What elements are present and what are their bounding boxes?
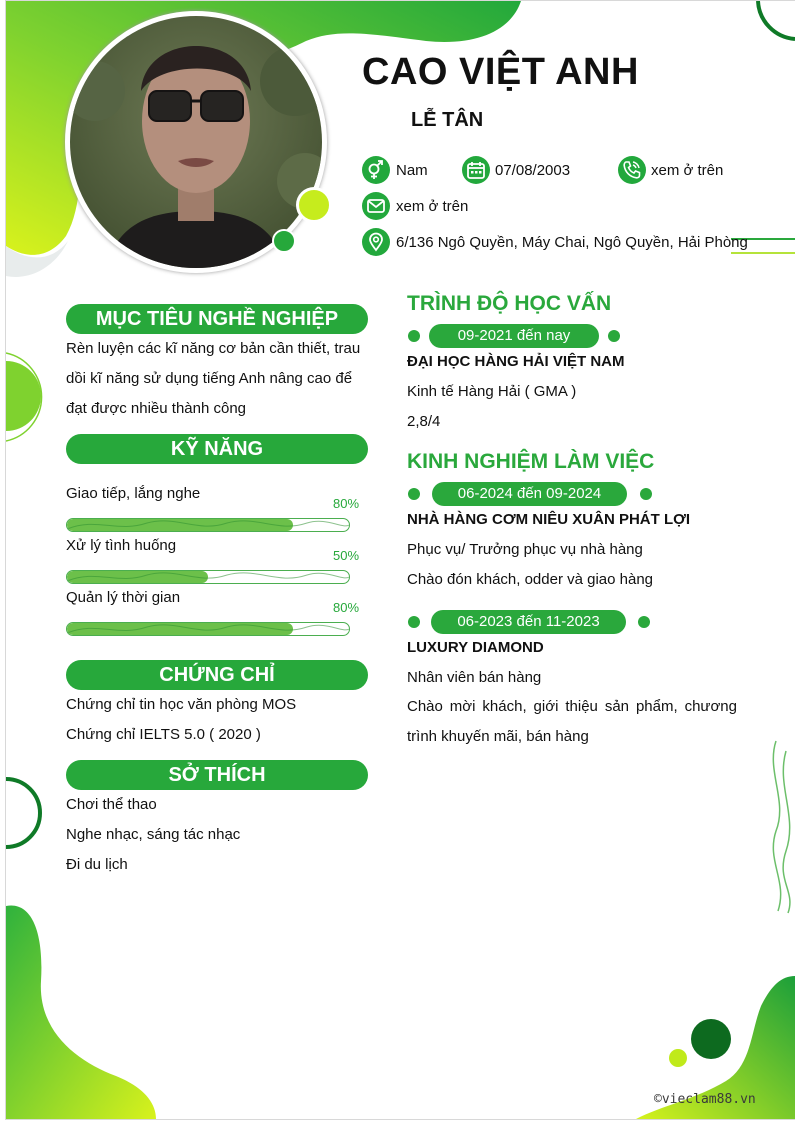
address-text: 6/136 Ngô Quyền, Máy Chai, Ngô Quyền, Hải Phòng — [396, 234, 748, 251]
candidate-name: CAO VIỆT ANH — [362, 51, 639, 93]
skills-heading: KỸ NĂNG — [66, 434, 368, 464]
location-icon — [362, 228, 390, 256]
certificate-item: Chứng chỉ tin học văn phòng MOS — [66, 696, 297, 713]
certificate-item: Chứng chỉ IELTS 5.0 ( 2020 ) — [66, 726, 261, 743]
experience-heading: KINH NGHIỆM LÀM VIỆC — [407, 450, 655, 473]
timeline-dot — [640, 488, 652, 500]
gpa-text: 2,8/4 — [407, 413, 441, 430]
avatar-green-dot — [272, 229, 296, 253]
job-period: 06-2024 đến 09-2024 — [432, 482, 627, 506]
gender-text: Nam — [396, 162, 428, 179]
skill-percent: 80% — [333, 496, 360, 511]
hobby-item: Nghe nhạc, sáng tác nhạc — [66, 826, 241, 843]
hobby-item: Đi du lịch — [66, 856, 128, 873]
objective-text: Rèn luyện các kĩ năng cơ bản cần thiết, trau dồi kĩ năng sử dụng tiếng Anh nâng cao để đạt được nhiều thành công — [66, 340, 361, 417]
major-text: Kinh tế Hàng Hải ( GMA ) — [407, 383, 577, 400]
email-text: xem ở trên — [396, 198, 469, 215]
education-period: 09-2021 đến nay — [429, 324, 599, 348]
timeline-dot — [638, 616, 650, 628]
company-name: LUXURY DIAMOND — [407, 639, 544, 656]
school-name: ĐẠI HỌC HÀNG HẢI VIỆT NAM — [407, 353, 625, 370]
calendar-icon — [462, 156, 490, 184]
skill-name: Xử lý tình huống — [66, 537, 177, 554]
timeline-dot — [408, 488, 420, 500]
timeline-dot — [608, 330, 620, 342]
birthday-text: 07/08/2003 — [495, 162, 571, 179]
skill-progress-bar — [66, 518, 350, 532]
skill-name: Giao tiếp, lắng nghe — [66, 485, 201, 502]
job-description: Chào đón khách, odder và giao hàng — [407, 571, 654, 588]
timeline-dot — [408, 330, 420, 342]
job-position: Phục vụ/ Trưởng phục vụ nhà hàng — [407, 541, 643, 558]
email-icon — [362, 192, 390, 220]
phone-text: xem ở trên — [651, 162, 724, 179]
job-description: Chào mời khách, giới thiệu sản phẩm, chương trình khuyến mãi, bán hàng — [407, 698, 737, 745]
watermark: ©vieclam88.vn — [654, 1092, 756, 1107]
avatar-lime-dot — [296, 187, 332, 223]
objective-heading: MỤC TIÊU NGHỀ NGHIỆP — [66, 304, 368, 334]
phone-icon — [618, 156, 646, 184]
hobby-item: Chơi thể thao — [66, 796, 157, 813]
skill-percent: 80% — [333, 600, 360, 615]
job-title: LỄ TÂN — [411, 109, 484, 131]
hobbies-heading: SỞ THÍCH — [66, 760, 368, 790]
job-period: 06-2023 đến 11-2023 — [431, 610, 626, 634]
company-name: NHÀ HÀNG CƠM NIÊU XUÂN PHÁT LỢI — [407, 511, 691, 528]
skill-percent: 50% — [333, 548, 360, 563]
timeline-dot — [408, 616, 420, 628]
cv-page — [5, 0, 795, 1120]
skill-progress-bar — [66, 622, 350, 636]
job-position: Nhân viên bán hàng — [407, 669, 542, 686]
skill-name: Quản lý thời gian — [66, 589, 181, 606]
skill-progress-bar — [66, 570, 350, 584]
education-heading: TRÌNH ĐỘ HỌC VẤN — [407, 292, 612, 315]
certificates-heading: CHỨNG CHỈ — [66, 660, 368, 690]
gender-icon — [362, 156, 390, 184]
